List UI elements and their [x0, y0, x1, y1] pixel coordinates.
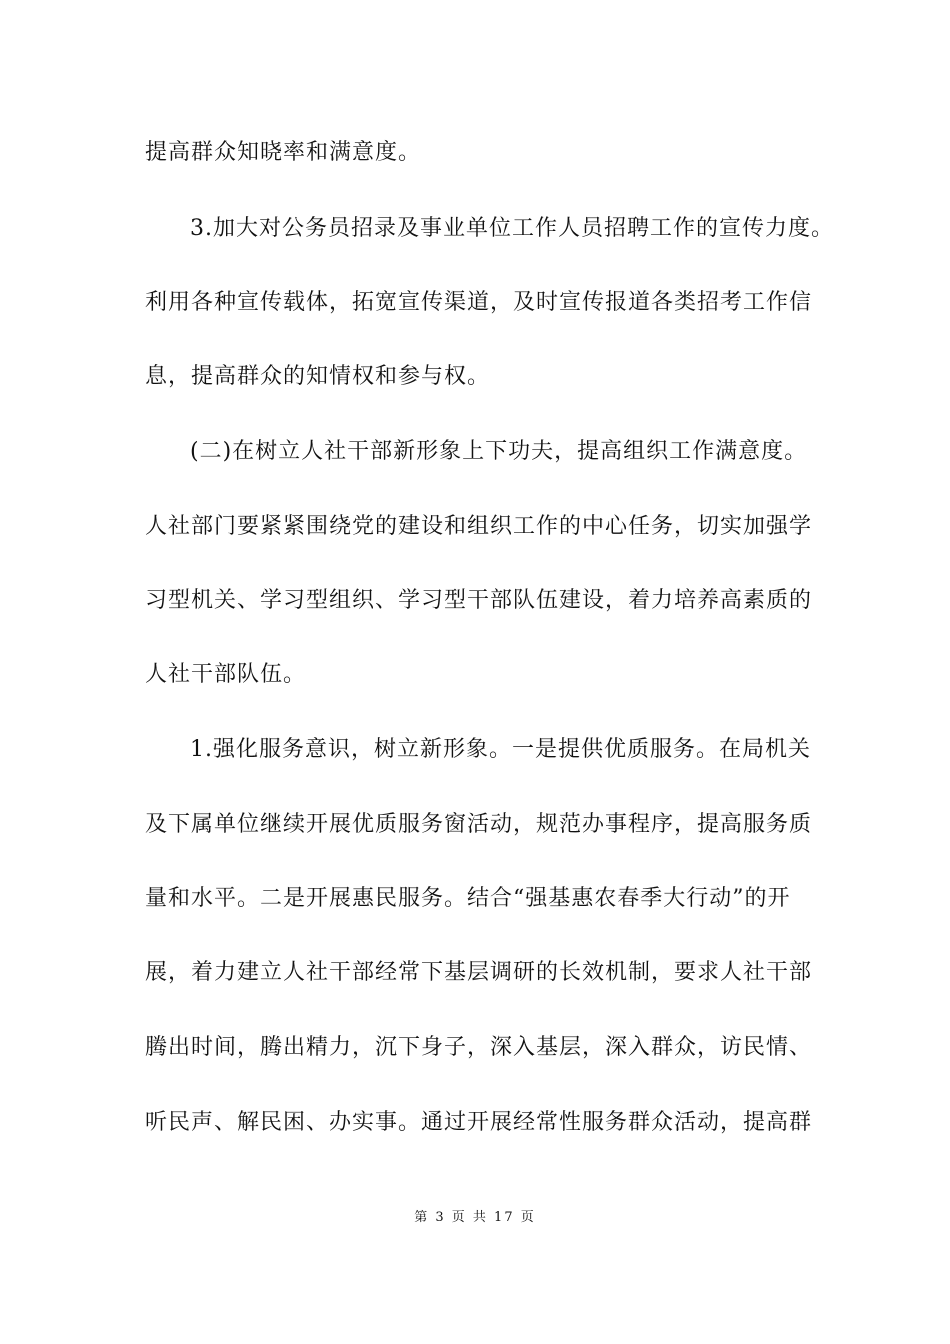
text-line-10: 及下属单位继续开展优质服务窗活动，规范办事程序，提高服务质 — [145, 812, 813, 837]
text-line-12: 展，着力建立人社干部经常下基层调研的长效机制，要求人社干部 — [145, 960, 813, 985]
text-line-4: 息，提高群众的知情权和参与权。 — [145, 364, 491, 389]
page-number-footer: 第 3 页 共 17 页 — [414, 1210, 536, 1225]
text-line-1: 提高群众知晓率和满意度。 — [145, 140, 422, 165]
text-line-8: 人社干部队伍。 — [145, 662, 307, 687]
text-line-3: 利用各种宣传载体，拓宽宣传渠道，及时宣传报道各类招考工作信 — [145, 290, 813, 315]
text-line-9: 1.强化服务意识，树立新形象。一是提供优质服务。在局机关 — [190, 737, 811, 762]
text-line-5: (二)在树立人社干部新形象上下功夫，提高组织工作满意度。 — [190, 439, 808, 464]
text-line-2: 3.加大对公务员招录及事业单位工作人员招聘工作的宣传力度。 — [190, 216, 834, 241]
text-line-7: 习型机关、学习型组织、学习型干部队伍建设，着力培养高素质的 — [145, 588, 813, 613]
text-line-11: 量和水平。二是开展惠民服务。结合“强基惠农春季大行动”的开 — [145, 886, 791, 911]
text-line-13: 腾出时间，腾出精力，沉下身子，深入基层，深入群众，访民情、 — [145, 1035, 813, 1060]
text-line-6: 人社部门要紧紧围绕党的建设和组织工作的中心任务，切实加强学 — [145, 514, 813, 539]
text-line-14: 听民声、解民困、办实事。通过开展经常性服务群众活动，提高群 — [145, 1110, 813, 1135]
